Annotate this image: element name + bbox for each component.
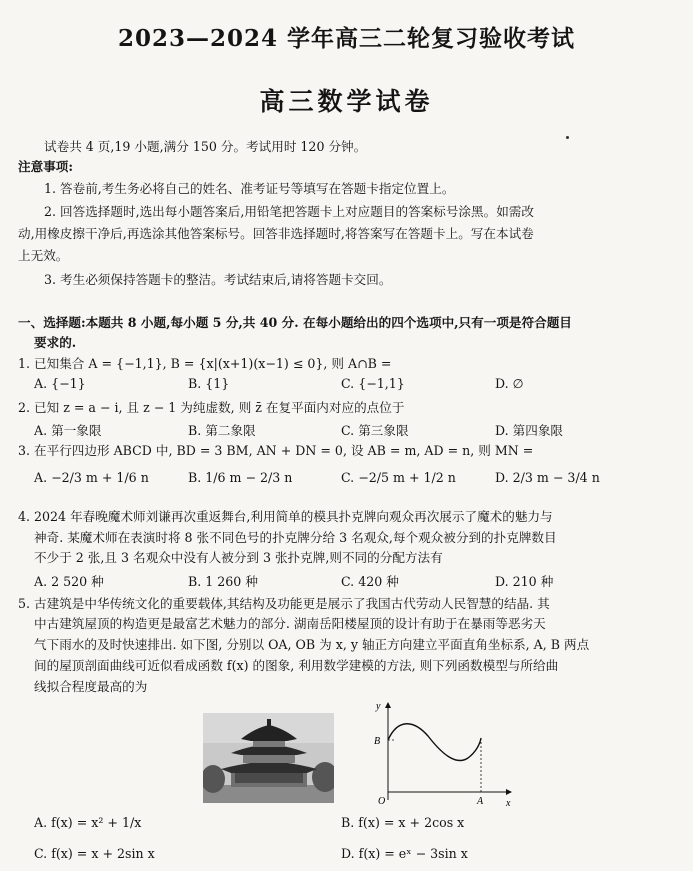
x-axis-arrow-icon <box>506 789 512 795</box>
exam-title: 2023—2024 学年高三二轮复习验收考试 <box>117 25 576 52</box>
note-1: 1. 答卷前,考生务必将自己的姓名、准考证号等填写在答题卡指定位置上。 <box>44 181 455 196</box>
question-5-line-1: 5. 古建筑是中华传统文化的重要载体,其结构及功能更是展示了我国古代劳动人民智慧的结晶. 其 <box>18 596 550 611</box>
note-2-line-2: 动,用橡皮擦干净后,再选涂其他答案标号。回答非选择题时,将答案写在答题卡上。写在本试卷 <box>18 226 534 241</box>
exam-info: 试卷共 4 页,19 小题,满分 150 分。考试用时 120 分钟。 <box>44 139 367 154</box>
note-3: 3. 考生必须保持答题卡的整洁。考试结束后,请将答题卡交回。 <box>44 272 392 287</box>
subject-title: 高三数学试卷 <box>259 87 434 116</box>
question-5-line-4: 间的屋顶剖面曲线可近似看成函数 f(x) 的图象, 利用数学建模的方法, 则下列函数模型与所给曲 <box>34 658 559 673</box>
question-3-option-a: A. −2/3 m + 1/6 n <box>34 470 149 485</box>
question-2-option-b: B. 第二象限 <box>188 423 256 438</box>
question-1-option-b: B. {1} <box>188 376 230 391</box>
question-1-stem: 1. 已知集合 A = {−1,1}, B = {x|(x+1)(x−1) ≤ 0}, 则 A∩B = <box>18 356 392 371</box>
graph-y-label: y <box>376 701 381 712</box>
question-1-option-d: D. ∅ <box>495 376 524 391</box>
question-1-option-c: C. {−1,1} <box>341 376 405 391</box>
notes-heading: 注意事项: <box>18 159 74 174</box>
graph-x-label: x <box>506 798 511 808</box>
question-5-option-a: A. f(x) = x² + 1/x <box>34 815 142 830</box>
question-4-option-a: A. 2 520 种 <box>34 574 104 589</box>
question-4-line-1: 4. 2024 年春晚魔术师刘谦再次重返舞台,利用简单的模具扑克牌向观众再次展示了魔术的魅力与 <box>18 509 553 524</box>
roof-curve <box>388 724 481 761</box>
scan-speck <box>566 136 569 139</box>
question-4-line-3: 不少于 2 张,且 3 名观众中没有人被分到 3 张扑克牌,则不同的分配方法有 <box>34 550 443 565</box>
question-3-option-d: D. 2/3 m − 3/4 n <box>495 470 600 485</box>
question-5-option-c: C. f(x) = x + 2sin x <box>34 846 155 861</box>
roof-curve-graph <box>366 700 516 808</box>
question-4-option-c: C. 420 种 <box>341 574 399 589</box>
graph-point-a-label: A <box>477 796 484 807</box>
question-5-line-5: 线拟合程度最高的为 <box>34 679 148 694</box>
question-2-stem: 2. 已知 z = a − i, 且 z − 1 为纯虚数, 则 z̄ 在复平面内对应的点位于 <box>18 400 405 415</box>
question-3-stem: 3. 在平行四边形 ABCD 中, BD = 3 BM, AN + DN = 0, 设 AB = m, AD = n, 则 MN = <box>18 443 534 458</box>
question-5-option-d: D. f(x) = eˣ − 3sin x <box>341 846 468 861</box>
y-axis-arrow-icon <box>385 702 391 708</box>
question-3-option-c: C. −2/5 m + 1/2 n <box>341 470 456 485</box>
question-2-option-c: C. 第三象限 <box>341 423 409 438</box>
note-2-line-1: 2. 回答选择题时,选出每小题答案后,用铅笔把答题卡上对应题目的答案标号涂黑。如需改 <box>44 204 534 219</box>
question-4-option-b: B. 1 260 种 <box>188 574 258 589</box>
question-3-option-b: B. 1/6 m − 2/3 n <box>188 470 293 485</box>
question-4-line-2: 神奇. 某魔术师在表演时将 8 张不同色号的扑克牌分给 3 名观众,每个观众被分到的扑克牌数目 <box>34 530 557 545</box>
question-5-line-2: 中古建筑屋顶的构造更是最富艺术魅力的部分. 湖南岳阳楼屋顶的设计有助于在暴雨等恶劣天 <box>34 616 546 631</box>
question-5-line-3: 气下雨水的及时快速排出. 如下图, 分别以 OA, OB 为 x, y 轴正方向建立平面直角坐标系, A, B 两点 <box>34 637 590 652</box>
graph-origin-label: O <box>378 796 386 807</box>
question-4-option-d: D. 210 种 <box>495 574 554 589</box>
question-2-option-a: A. 第一象限 <box>34 423 102 438</box>
graph-point-b-label: B <box>374 736 381 747</box>
question-1-option-a: A. {−1} <box>34 376 86 391</box>
question-2-option-d: D. 第四象限 <box>495 423 564 438</box>
pavilion-photo <box>203 713 334 803</box>
section-heading-line-2: 要求的. <box>34 335 77 350</box>
question-5-option-b: B. f(x) = x + 2cos x <box>341 815 465 830</box>
section-heading-line-1: 一、选择题:本题共 8 小题,每小题 5 分,共 40 分. 在每小题给出的四个选项中,只有一项是符合题目 <box>18 315 572 330</box>
note-2-line-3: 上无效。 <box>18 248 69 263</box>
